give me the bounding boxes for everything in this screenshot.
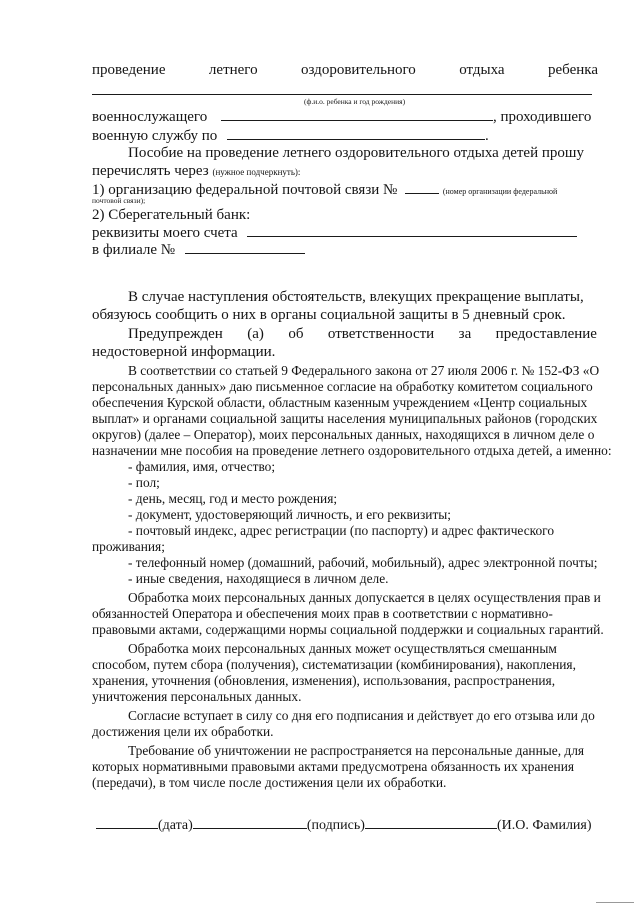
consent-item: - пол; <box>128 475 160 490</box>
account-details-field[interactable] <box>247 224 577 237</box>
consent-line: которых нормативными правовыми актами предусмотрена обязанность их хранения <box>92 759 575 774</box>
warned-line <box>128 326 597 343</box>
consent-line: достижения цели их обработки. <box>92 724 274 739</box>
child-name-field[interactable] <box>92 94 592 95</box>
branch-number-field[interactable] <box>185 241 305 254</box>
service-label: военную службу по <box>92 128 218 144</box>
consent-line: правовыми актами, содержащими нормы социальной поддержки и социальных гарантий. <box>92 622 604 637</box>
intro-word: отдыха <box>459 62 505 78</box>
consent-line: назначении мне пособия на проведение летнего оздоровительного отдыха детей, а именно: <box>92 443 612 458</box>
consent-line: Обработка моих персональных данных допускается в целях осуществления прав и <box>128 590 601 605</box>
option-bank[interactable]: 2) Сберегательный банк: <box>92 207 251 223</box>
date-label: (дата) <box>158 818 193 833</box>
name-field[interactable] <box>365 816 497 829</box>
request-line-1: Пособие на проведение летнего оздоровительного отдыха детей прошу <box>128 145 584 161</box>
service-end: . <box>485 128 489 144</box>
branch-label: в филиале № <box>92 242 176 258</box>
consent-line: Согласие вступает в силу со дня его подписания и действует до его отзыва или до <box>128 708 595 723</box>
branch-line <box>92 241 305 259</box>
post-office-number-field[interactable] <box>405 181 439 194</box>
request-label: перечислять через <box>92 163 209 179</box>
intro-word: оздоровительного <box>301 62 416 78</box>
warned-word: предоставление <box>495 326 597 342</box>
consent-line: проживания; <box>92 539 165 554</box>
consent-item: - иные сведения, находящиеся в личном деле. <box>128 571 389 586</box>
consent-item: - почтовый индекс, адрес регистрации (по паспорту) и адрес фактического <box>128 523 555 538</box>
consent-item: - день, месяц, год и место рождения; <box>128 491 338 506</box>
warned-word: за <box>458 326 472 342</box>
consent-line: уничтожения персональных данных. <box>92 689 302 704</box>
request-line-2 <box>92 163 300 181</box>
post-office-hint-2: почтовой связи); <box>92 196 146 205</box>
consent-line: персональных данных» даю письменное согласие на обработку комитетом социального <box>92 379 593 394</box>
name-label: (И.О. Фамилия) <box>496 818 592 833</box>
account-label: реквизиты моего счета <box>92 225 238 241</box>
intro-word: летнего <box>208 62 258 78</box>
signature-line <box>96 816 592 834</box>
consent-item: - телефонный номер (домашний, рабочий, мобильный), адрес электронной почты; <box>128 555 598 570</box>
consent-line: хранения, уточнения (обновления, изменения), использования, распространения, <box>92 673 556 688</box>
serviceman-name-field[interactable] <box>221 108 493 121</box>
page-edge-mark <box>596 902 634 903</box>
signature-field[interactable] <box>193 816 307 829</box>
warned-word: Предупрежден <box>128 326 223 342</box>
warned-word: об <box>288 326 304 342</box>
consent-line: обязанностей Оператора и обеспечения моих прав в соответствии с нормативно- <box>92 606 553 621</box>
service-type-field[interactable] <box>227 127 485 140</box>
serviceman-line <box>92 108 591 126</box>
consent-item: - фамилия, имя, отчество; <box>128 459 276 474</box>
warned-word: (а) <box>247 326 264 342</box>
served-label: , проходившего <box>492 109 592 125</box>
consent-line: (передачи), в том числе после достижения цели их обработки. <box>92 775 447 790</box>
consent-line: способом, путем сбора (получения), систематизации (комбинирования), накопления, <box>92 657 576 672</box>
post-office-hint: (номер организации федеральной <box>442 187 558 196</box>
consent-line: обеспечения Курской области, областным казенным учреждением «Центр социальных <box>92 395 588 410</box>
obligation-line-2: обязуюсь сообщить о них в органы социальной защиты в 5 дневный срок. <box>92 307 566 323</box>
option-post-label: 1) организацию федеральной почтовой связи № <box>92 182 398 198</box>
warned-word: ответственности <box>327 326 435 342</box>
underline-hint: (нужное подчеркнуть): <box>212 167 301 177</box>
child-name-hint: (ф.и.о. ребенка и год рождения) <box>304 97 406 106</box>
intro-line <box>92 62 598 79</box>
signature-label: (подпись) <box>306 818 365 833</box>
obligation-line-1: В случае наступления обстоятельств, влекущих прекращение выплаты, <box>128 289 584 305</box>
service-line <box>92 127 489 145</box>
account-line <box>92 224 577 242</box>
warned-line-2: недостоверной информации. <box>92 344 276 360</box>
intro-word: проведение <box>92 62 166 78</box>
consent-line: округов) (далее – Оператор), моих персональных данных, находящихся в личном деле о <box>92 427 595 442</box>
option-post[interactable] <box>92 181 557 200</box>
consent-line: выплат» и органами социальной защиты населения муниципальных районов (городских <box>92 411 598 426</box>
consent-line: Требование об уничтожении не распространяется на персональные данные, для <box>128 743 585 758</box>
serviceman-label: военнослужащего <box>92 109 208 125</box>
date-field[interactable] <box>96 816 158 829</box>
intro-word: ребенка <box>548 62 598 78</box>
consent-line: В соответствии со статьей 9 Федерального закона от 27 июля 2006 г. № 152-ФЗ «О <box>128 363 600 378</box>
consent-item: - документ, удостоверяющий личность, и его реквизиты; <box>128 507 452 522</box>
consent-line: Обработка моих персональных данных может осуществляться смешанным <box>128 641 557 656</box>
